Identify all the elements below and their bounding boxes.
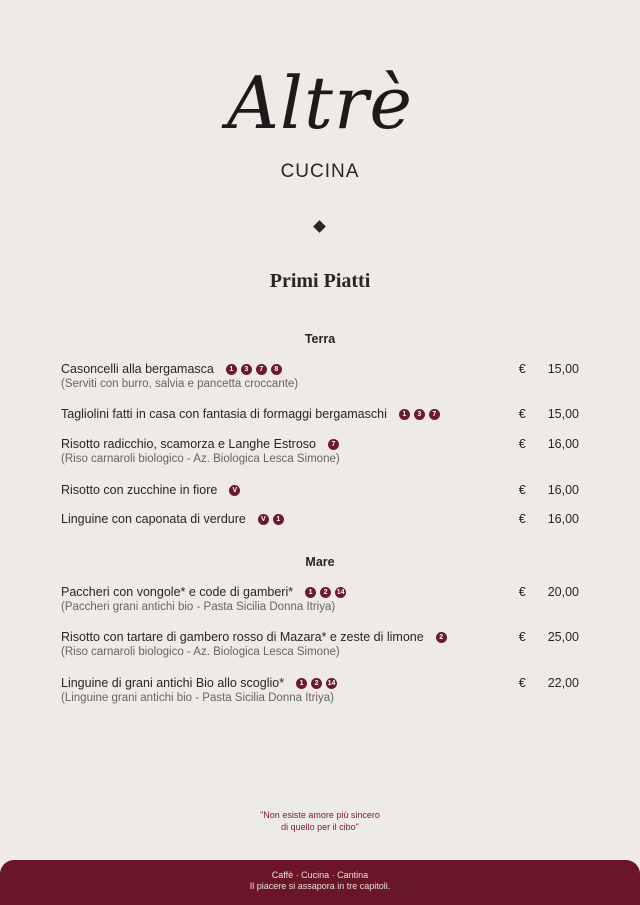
menu-item [61, 629, 579, 658]
group-title-mare: Mare [305, 555, 335, 569]
item-name: Casoncelli alla bergamasca [61, 362, 214, 376]
allergen-list [296, 678, 337, 689]
item-price [519, 584, 579, 600]
allergen-list [399, 409, 440, 420]
item-name: Risotto con zucchine in fiore [61, 483, 218, 497]
allergen-badge-icon: 8 [271, 364, 282, 375]
item-price [519, 675, 579, 691]
currency-symbol: € [518, 483, 526, 497]
diamond-divider-icon [313, 220, 326, 233]
item-name: Tagliolini fatti in casa con fantasia di formaggi bergamaschi [61, 407, 387, 421]
allergen-badge-icon: 1 [226, 364, 237, 375]
allergen-badge-icon: 7 [328, 439, 339, 450]
currency-symbol: € [518, 437, 526, 451]
item-name: Linguine con caponata di verdure [61, 512, 246, 526]
currency-symbol: € [518, 585, 526, 599]
item-description: (Paccheri grani antichi bio - Pasta Sicilia Donna Itriya) [61, 601, 336, 613]
footer-bar [0, 860, 640, 905]
menu-item [61, 361, 579, 390]
allergen-list [229, 485, 240, 496]
item-price [519, 482, 579, 498]
menu-item [61, 584, 579, 613]
currency-symbol: € [518, 362, 526, 376]
item-name: Linguine di grani antichi Bio allo scoglio* [61, 676, 285, 690]
menu-item [61, 436, 579, 465]
quote [0, 809, 640, 833]
logo-wordmark: Altrè [227, 61, 413, 145]
item-name: Risotto radicchio, scamorza e Langhe Estroso [61, 437, 316, 451]
allergen-badge-icon: 7 [429, 409, 440, 420]
currency-symbol: € [518, 630, 526, 644]
footer-subtagline: Il piacere si assapora in tre capitoli. [249, 881, 391, 891]
allergen-badge-icon: 1 [399, 409, 410, 420]
price-value: 25,00 [547, 630, 579, 644]
allergen-list [436, 632, 447, 643]
allergen-badge-icon: V [258, 514, 269, 525]
allergen-badge-icon: V [229, 485, 240, 496]
allergen-badge-icon: 2 [436, 632, 447, 643]
allergen-badge-icon: 14 [336, 588, 345, 596]
menu-item [61, 675, 579, 704]
allergen-badge-icon: 14 [327, 679, 336, 687]
footer-tagline: Caffè · Cucina · Cantina [271, 870, 369, 880]
item-description: (Linguine grani antichi bio - Pasta Sicilia Donna Itriya) [61, 692, 334, 704]
quote-line: "Non esiste amore più sincero [260, 810, 380, 820]
allergen-badge-icon: 2 [311, 678, 322, 689]
item-price [519, 629, 579, 645]
price-value: 16,00 [547, 437, 579, 451]
allergen-badge-icon: 1 [296, 678, 307, 689]
currency-symbol: € [518, 512, 526, 526]
item-name: Paccheri con vongole* e code di gamberi* [61, 585, 294, 599]
price-value: 16,00 [547, 483, 579, 497]
currency-symbol: € [518, 676, 526, 690]
price-value: 22,00 [547, 676, 579, 690]
allergen-list [328, 439, 339, 450]
allergen-badge-icon: 1 [273, 514, 284, 525]
item-description: (Serviti con burro, salvia e pancetta croccante) [61, 378, 299, 390]
currency-symbol: € [518, 407, 526, 421]
quote-line: di quello per il cibo" [281, 822, 359, 832]
item-price [519, 436, 579, 452]
price-value: 16,00 [547, 512, 579, 526]
price-value: 20,00 [547, 585, 579, 599]
allergen-badge-icon: 3 [414, 409, 425, 420]
logo [0, 58, 640, 148]
logo-subtitle: CUCINA [280, 161, 360, 182]
allergen-list [258, 514, 284, 525]
price-value: 15,00 [547, 407, 579, 421]
allergen-badge-icon: 7 [256, 364, 267, 375]
item-price [519, 406, 579, 422]
item-description: (Riso carnaroli biologico - Az. Biologica Lesca Simone) [61, 453, 340, 465]
group-title-terra: Terra [304, 332, 336, 346]
item-name: Risotto con tartare di gambero rosso di Mazara* e zeste di limone [61, 630, 424, 644]
price-value: 15,00 [547, 362, 579, 376]
section-title: Primi Piatti [269, 270, 371, 292]
allergen-list [226, 364, 282, 375]
allergen-badge-icon: 1 [305, 587, 316, 598]
allergen-list [305, 587, 346, 598]
menu-item [61, 511, 579, 527]
menu-item [61, 406, 579, 422]
item-description: (Riso carnaroli biologico - Az. Biologica Lesca Simone) [61, 646, 340, 658]
item-price [519, 511, 579, 527]
allergen-badge-icon: 2 [320, 587, 331, 598]
menu-item [61, 482, 579, 498]
allergen-badge-icon: 3 [241, 364, 252, 375]
item-price [519, 361, 579, 377]
